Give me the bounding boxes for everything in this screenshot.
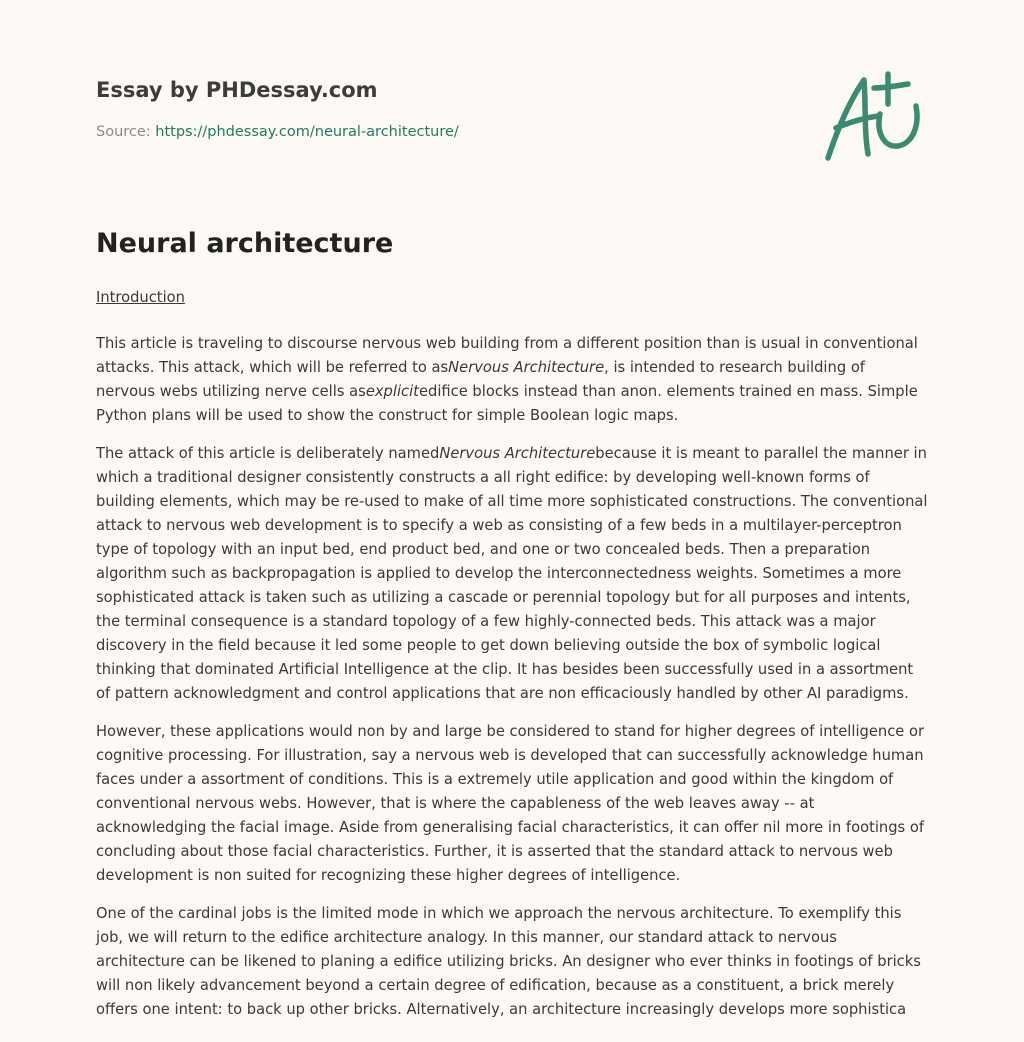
a-plus-grade-icon <box>820 66 930 166</box>
p1-emphasis-d: explicit <box>365 383 419 400</box>
paragraph-3: However, these applications would non by and large be considered to stand for higher degrees of intelligence or cognitive processing. For illustration, say a nervous web is developed that can successfully acknowledge human faces under a assortment of conditions. This is a extremely utile application and good within the kingdom of conventional nervous webs. However, that is where the capableness of the web leaves away -- at acknowledging the facial image. Aside from generalising facial characteristics, it can offer nil more in footings of concluding about those facial characteristics. Further, it is asserted that the standard attack to nervous web development is non suited for recognizing these higher degrees of intelligence. <box>96 723 925 884</box>
p2-emphasis-b: Nervous Architecture <box>439 445 596 462</box>
article-title: Neural architecture <box>96 228 394 259</box>
p1-text-e: edifice blocks instead than anon. elements trained en mass. Simple Python plans will be used to show the construct for simple Boolean logic maps. <box>96 383 918 424</box>
p1-text-a: This article is traveling to discourse nervous web building from a different position than is usual in conventional attacks. This attack, which will be referred to as <box>96 335 918 376</box>
article-body <box>96 286 928 1036</box>
source-label: Source: <box>96 124 156 140</box>
paragraph-2 <box>96 442 928 706</box>
p1-emphasis-b: Nervous Architecture <box>448 359 605 376</box>
p2-text-c: because it is meant to parallel the manner in which a traditional designer consistently constructs a all right edifice: by developing well-known forms of building elements, which may be re-used to make of all time more sophisticated constructions. The conventional attack to nervous web development is to specify a web as consisting of a few beds in a multilayer-perceptron type of topology with an input bed, end product bed, and one or two concealed beds. Then a preparation algorithm such as backpropagation is applied to develop the interconnectedness weights. Sometimes a more sophisticated attack is taken such as utilizing a cascade or perennial topology but for all purposes and intents, the terminal consequence is a standard topology of a few highly-connected beds. This attack was a major discovery in the field because it led some people to get down believing outside the box of symbolic logical thinking that dominated Artificial Intelligence at the clip. It has besides been successfully used in a assortment of pattern acknowledgment and control applications that are non efficaciously handled by other AI paradigms. <box>96 445 928 702</box>
p1-text-c: , is intended to research building of nervous webs utilizing nerve cells as <box>96 359 865 400</box>
intro-heading: Introduction <box>96 289 185 306</box>
essay-header <box>96 74 796 142</box>
p2-text-a: The attack of this article is deliberately named <box>96 445 440 462</box>
brand-title: Essay by PHDessay.com <box>96 78 378 102</box>
paragraph-4: One of the cardinal jobs is the limited mode in which we approach the nervous architecture. To exemplify this job, we will return to the edifice architecture analogy. In this manner, our standard attack to nervous architecture can be likened to planing a edifice utilizing bricks. An designer who ever thinks in footings of bricks will non likely advancement beyond a certain degree of edification, because as a constituent, a brick merely offers one intent: to back up other bricks. Alternatively, an architecture increasingly develops more sophistica <box>96 905 921 1018</box>
paragraph-1 <box>96 332 928 428</box>
source-line <box>96 122 796 142</box>
source-link[interactable]: https://phdessay.com/neural-architecture/ <box>155 124 459 140</box>
